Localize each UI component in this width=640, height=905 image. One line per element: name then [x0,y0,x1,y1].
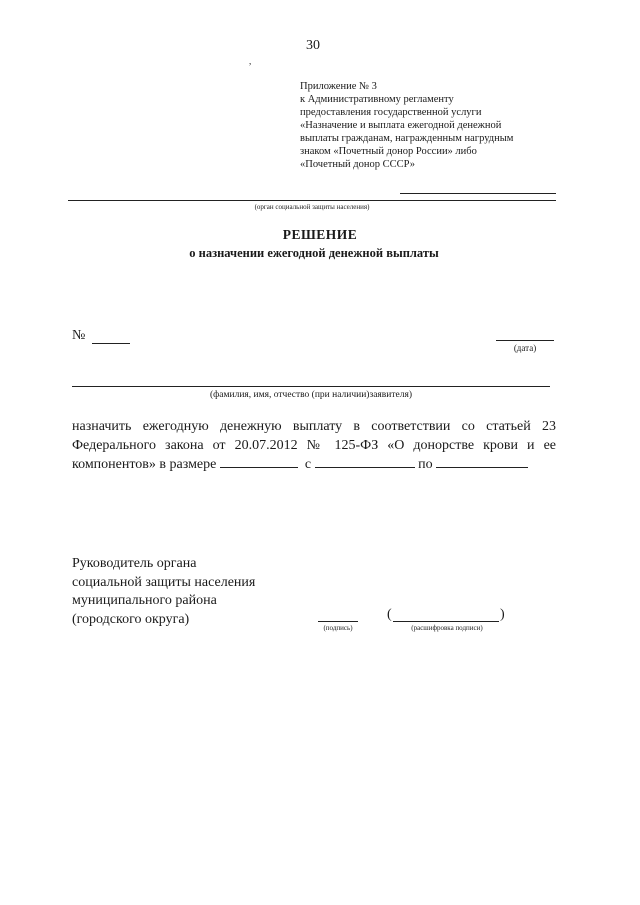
decision-body [72,418,556,475]
decision-number-label: № [72,328,86,343]
applicant-name-field [72,386,550,387]
signer-line: социальной защиты населения [72,574,256,590]
signer-block [72,555,255,629]
appendix-line: Приложение № 3 [300,81,377,92]
applicant-name-caption: (фамилия, имя, отчество (при наличии)заявителя) [209,390,413,400]
decode-close-paren: ) [500,607,505,622]
organ-fill-line [68,200,556,201]
signer-line: (городского округа) [72,611,190,627]
document-title: РЕШЕНИЕ [282,227,358,242]
body-line [72,455,556,475]
signature-caption: (подпись) [323,624,353,632]
decision-number-field [92,343,130,344]
signer-line: Руководитель органа [72,556,197,571]
body-line: Федерального закона от 20.07.2012 № 125-ФЗ «О донорстве крови и ее [72,437,556,453]
signer-line: муниципального района [72,593,217,608]
appendix-line: предоставления государственной услуги [300,107,482,118]
document-subtitle: о назначении ежегодной денежной выплаты [189,246,439,260]
signature-field [318,621,358,622]
organ-caption: (орган социальной защиты населения) [254,203,370,211]
appendix-line: «Назначение и выплата ежегодной денежной [300,120,502,131]
decode-open-paren: ( [387,607,392,622]
date-caption: (дата) [513,343,537,353]
to-label: по [418,457,433,472]
amount-label: компонентов» в размере [72,457,217,472]
appendix-line: «Почетный донор СССР» [300,159,415,170]
page-number: 30 [306,38,320,53]
date-field [496,340,554,341]
scan-mark: , [249,56,252,66]
appendix-line: выплаты гражданам, награжденным нагрудным [300,133,514,144]
from-label: с [304,457,312,472]
organ-fill-line-upper [400,193,556,194]
signature-decode-caption: (расшифровка подписи) [411,624,483,632]
appendix-header [300,80,570,171]
appendix-line: к Административному регламенту [300,94,454,105]
body-line: назначить ежегодную денежную выплату в соответствии со статьей 23 [72,419,556,434]
appendix-line: знаком «Почетный донор России» либо [300,146,477,157]
amount-field [220,455,298,468]
to-date-field [436,455,528,468]
from-date-field [315,455,415,468]
signature-decode-field [393,621,499,622]
